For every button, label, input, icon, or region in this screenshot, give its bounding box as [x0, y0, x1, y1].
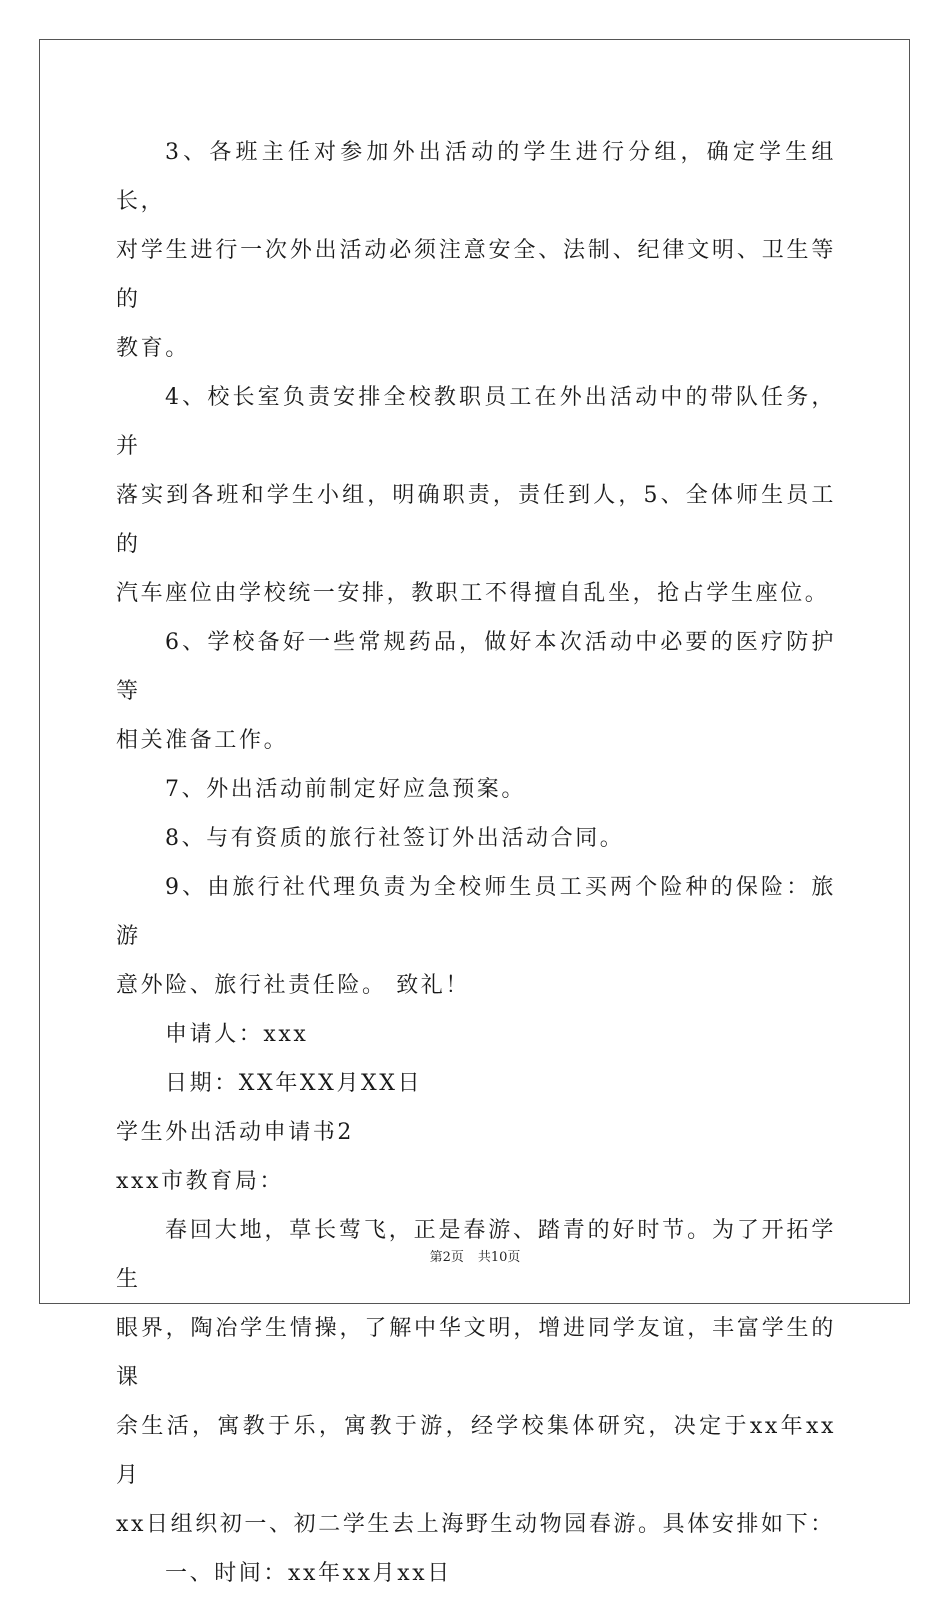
- paragraph-item-7: 7、外出活动前制定好应急预案。: [165, 777, 526, 802]
- paragraph-item-6: 6、学校备好一些常规药品，做好本次活动中必要的医疗防护等 相关准备工作。: [116, 630, 836, 753]
- date-line: 日期：XX年XX月XX日: [165, 1071, 423, 1096]
- paragraph-item-4: 4、校长室负责安排全校教职员工在外出活动中的带队任务，并 落实到各班和学生小组，明确职责，责任到人，5、全体师生员工的 汽车座位由学校统一安排，教职工不得擅自乱坐，抢占学生座位。: [116, 385, 836, 606]
- paragraph-item-9: 9、由旅行社代理负责为全校师生员工买两个险种的保险：旅游 意外险、旅行社责任险。 致礼！: [116, 875, 836, 998]
- intro-paragraph: 春回大地，草长莺飞，正是春游、踏青的好时节。为了开拓学生 眼界，陶冶学生情操，了解中华文明，增进同学友谊，丰富学生的课 余生活，寓教于乐，寓教于游，经学校集体研究，决定于xx年xx月 xx日组织初一、初二学生去上海野生动物园春游。具体安排如下：: [116, 1218, 836, 1537]
- time-line: 一、时间：xx年xx月xx日: [165, 1561, 452, 1586]
- document-body: [116, 128, 836, 1598]
- recipient-line: xxx市教育局：: [116, 1169, 285, 1194]
- section-title: 学生外出活动申请书2: [116, 1120, 354, 1145]
- applicant-line: 申请人：xxx: [165, 1022, 309, 1047]
- page-total: 共10页: [477, 1250, 521, 1265]
- paragraph-item-8: 8、与有资质的旅行社签订外出活动合同。: [165, 826, 625, 851]
- page-footer: [0, 1246, 950, 1265]
- page-number: 第2页: [429, 1250, 464, 1265]
- paragraph-item-3: 3、各班主任对参加外出活动的学生进行分组，确定学生组长， 对学生进行一次外出活动必须注意安全、法制、纪律文明、卫生等的 教育。: [116, 140, 836, 361]
